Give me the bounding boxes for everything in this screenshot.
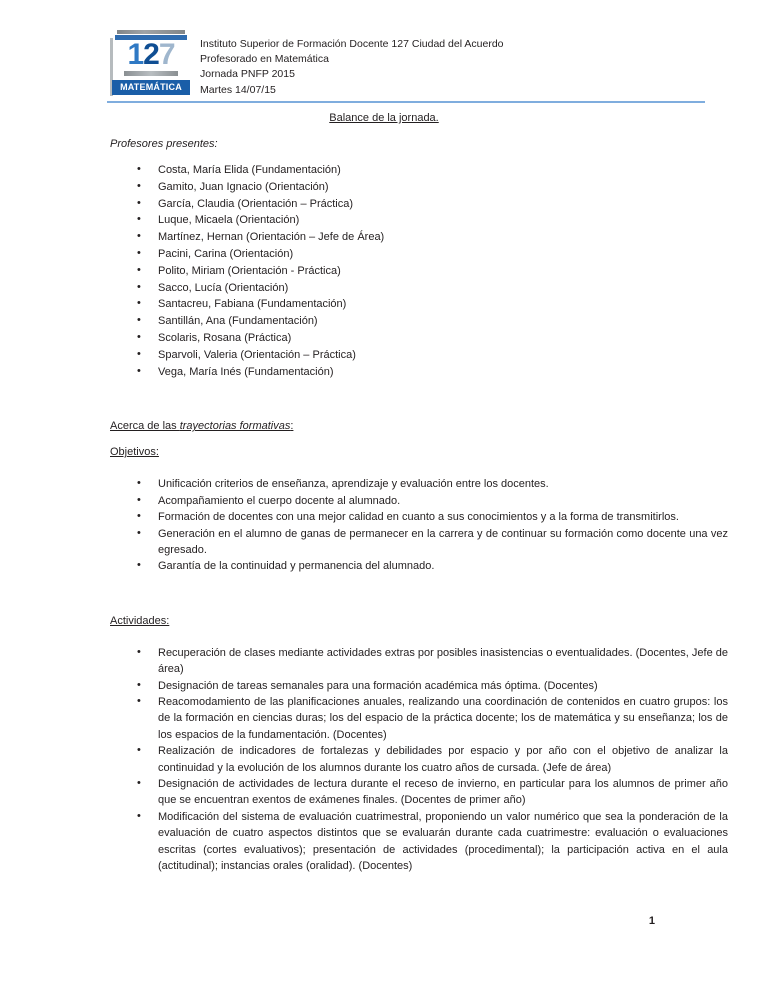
header-divider (107, 101, 705, 103)
logo-number: 127 (127, 40, 175, 70)
list-item: • Formación de docentes con una mejor calidad en cuanto a sus conocimientos y a la forma de transmitirlos. (110, 509, 730, 525)
list-item: • Designación de actividades de lectura durante el receso de invierno, en particular para los alumnos de primer año que se encuentran exentos de exámenes finales. (Docentes de primer año) (110, 776, 730, 809)
list-item: • Gamito, Juan Ignacio (Orientación) (110, 179, 730, 195)
list-item: • Sparvoli, Valeria (Orientación – Práctica) (110, 347, 730, 363)
list-item: • Scolaris, Rosana (Práctica) (110, 330, 730, 346)
document-body (110, 138, 730, 874)
about-heading-prefix: Acerca de las (110, 420, 180, 433)
list-item: • Luque, Micaela (Orientación) (110, 212, 730, 228)
list-item: • García, Claudia (Orientación – Práctica) (110, 196, 730, 212)
document-header (110, 28, 710, 100)
institution-logo (110, 28, 192, 100)
activities-heading-label: Actividades: (110, 614, 170, 627)
header-line-2: Profesorado en Matemática (200, 53, 329, 66)
page-number: 1 (648, 915, 655, 927)
list-item: • Pacini, Carina (Orientación) (110, 246, 730, 262)
list-item: • Modificación del sistema de evaluación cuatrimestral, proponiendo un valor numérico que sea la ponderación de la evaluación de cuatro aspectos distintos que se evaluarán durante cada cuatrimestre: evaluación o evaluaciones escritas (cortes evaluativos); presentación de actividades (procedimental); la participación activa en el aula (actitudinal); instancias orales (oralidad). (Docentes) (110, 809, 730, 875)
list-item: • Sacco, Lucía (Orientación) (110, 280, 730, 296)
list-item: • Reacomodamiento de las planificaciones anuales, realizando una coordinación de contenidos en cuatro grupos: los de la formación en ciencias duras; los del espacio de la práctica docente; los de matemática y su enseñanza; los de los espacios de la fundamentación. (Docentes) (110, 694, 730, 743)
page-title: Balance de la jornada. (329, 112, 439, 124)
list-item: • Realización de indicadores de fortalezas y debilidades por espacio y por año con el objetivo de analizar la continuidad y la evolución de los alumnos durante los cuatro años de cursada. (Jefe de área) (110, 743, 730, 776)
list-item: • Unificación criterios de enseñanza, aprendizaje y evaluación entre los docentes. (110, 476, 730, 492)
list-item: • Designación de tareas semanales para una formación académica más óptima. (Docentes) (110, 678, 730, 694)
professors-heading: Profesores presentes: (110, 138, 218, 150)
activities-list (110, 645, 730, 875)
list-item: • Santacreu, Fabiana (Fundamentación) (110, 296, 730, 312)
header-line-1: Instituto Superior de Formación Docente 127 Ciudad del Acuerdo (200, 38, 504, 50)
list-item: • Recuperación de clases mediante actividades extras por posibles inasistencias o eventualidades. (Docentes, Jefe de área) (110, 645, 730, 678)
objectives-heading (110, 446, 730, 458)
logo-middle-bar (124, 71, 178, 76)
header-line-4: Martes 14/07/15 (200, 83, 276, 96)
professors-list (110, 162, 730, 380)
list-item: • Polito, Miriam (Orientación - Práctica) (110, 263, 730, 279)
header-line-3: Jornada PNFP 2015 (200, 68, 295, 81)
about-trajectories-heading (110, 420, 730, 432)
logo-band-label: MATEMÁTICA (112, 80, 190, 95)
about-heading-italic: trayectorias formativas (179, 420, 291, 433)
list-item: • Acompañamiento el cuerpo docente al alumnado. (110, 493, 730, 509)
activities-heading (110, 615, 730, 627)
list-item: • Vega, María Inés (Fundamentación) (110, 364, 730, 380)
header-text-block (200, 28, 504, 98)
list-item: • Santillán, Ana (Fundamentación) (110, 313, 730, 329)
about-heading-suffix: : (290, 420, 294, 433)
list-item: • Costa, María Elida (Fundamentación) (110, 162, 730, 178)
logo-top-microtext (117, 30, 185, 34)
list-item: • Garantía de la continuidad y permanencia del alumnado. (110, 558, 730, 574)
list-item: • Generación en el alumno de ganas de permanecer en la carrera y de continuar su formación como docente una vez egresado. (110, 526, 730, 559)
objectives-list (110, 476, 730, 574)
objectives-heading-label: Objetivos: (110, 446, 159, 459)
list-item: • Martínez, Hernan (Orientación – Jefe de Área) (110, 229, 730, 245)
document-title (0, 112, 768, 124)
